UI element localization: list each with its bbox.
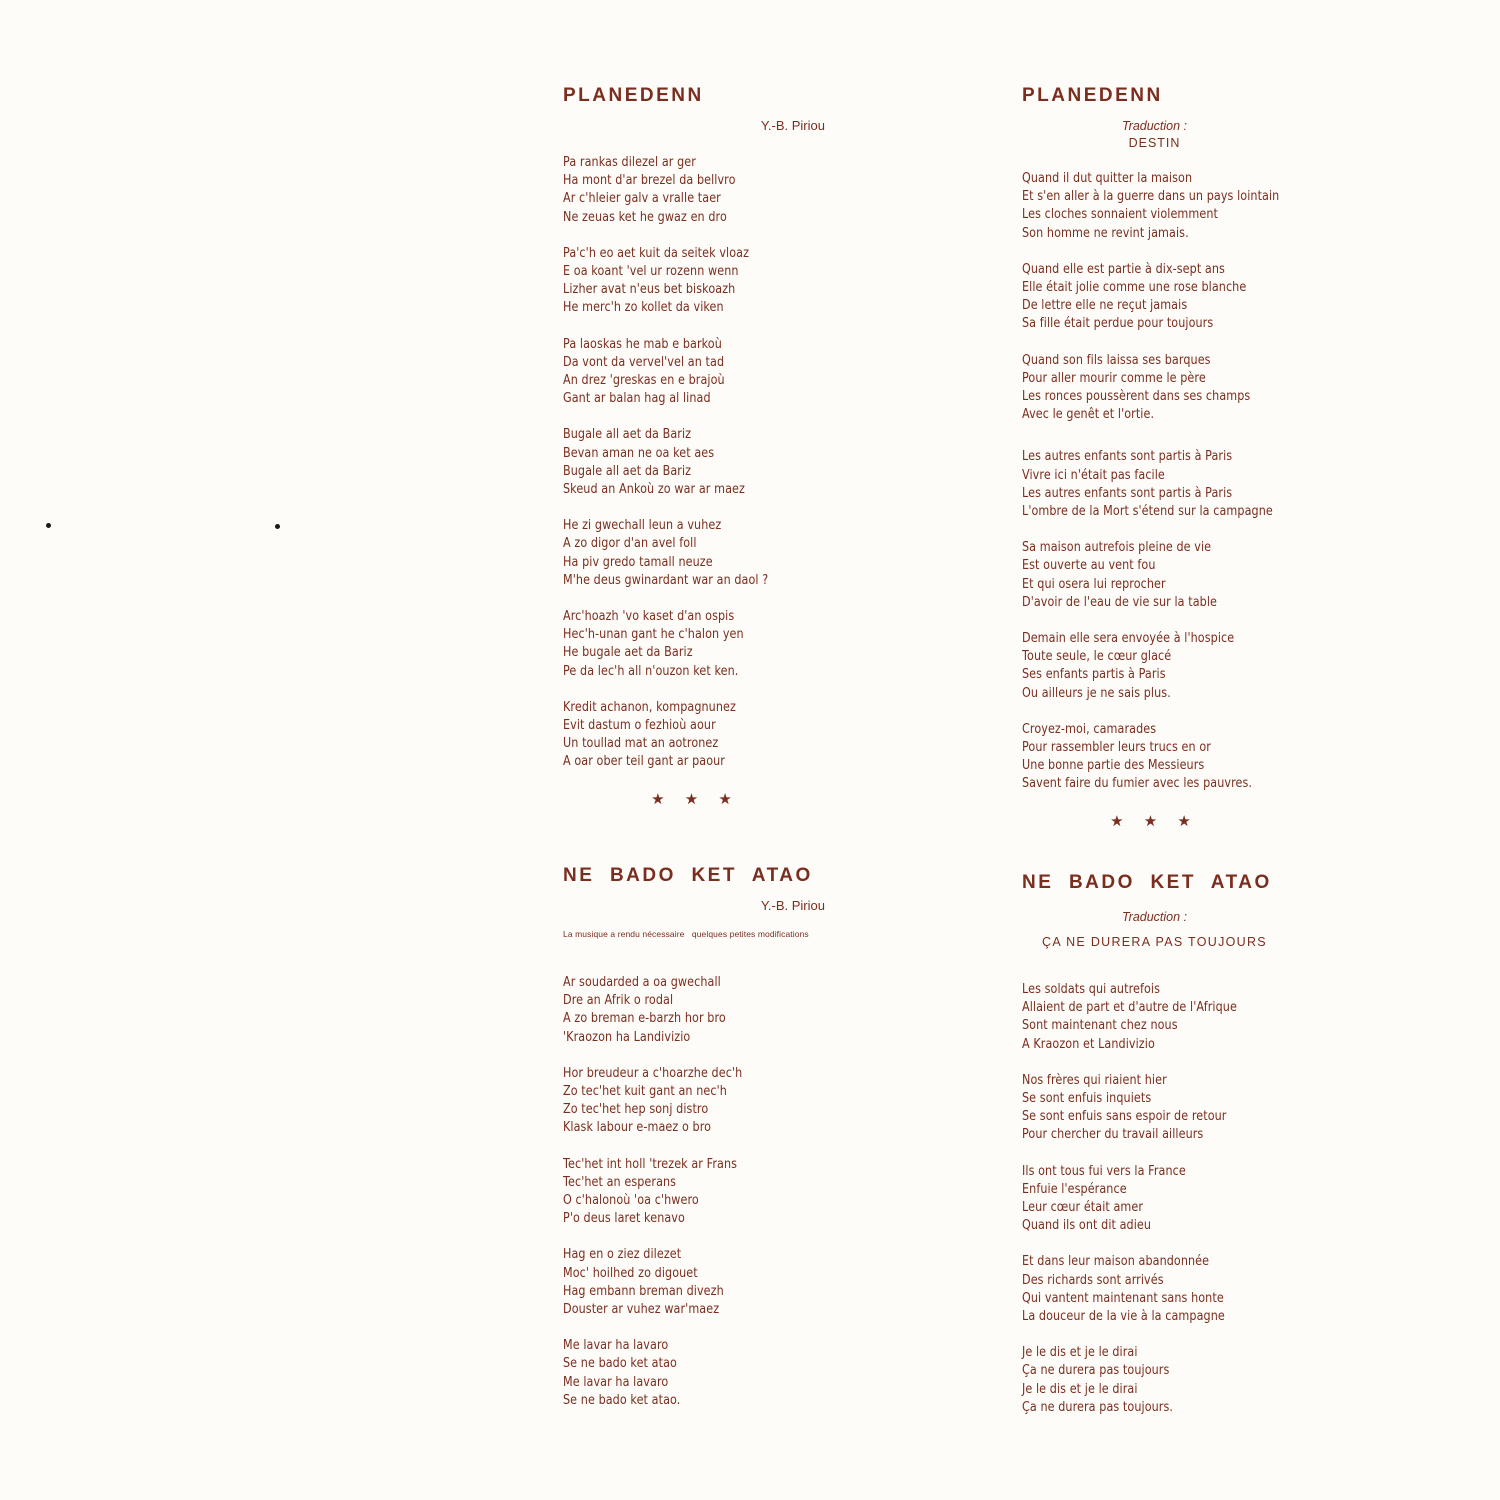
lyric-line: A oar ober teil gant ar paour	[563, 754, 725, 770]
lyrics	[563, 154, 983, 772]
lyric-line: Ne zeuas ket he gwaz en dro	[563, 209, 727, 225]
lyric-line: Hor breudeur a c'hoarzhe dec'h	[563, 1065, 743, 1081]
lyric-line: He zi gwechall leun a vuhez	[563, 518, 722, 534]
lyric-line: Et qui osera lui reprocher	[1022, 576, 1166, 592]
stanza	[1022, 1163, 1442, 1236]
translation-heading	[1022, 909, 1287, 951]
stanza	[563, 336, 983, 409]
lyric-line: M'he deus gwinardant war an daol ?	[563, 572, 769, 588]
lyric-line: Se ne bado ket atao	[563, 1356, 677, 1372]
stanza	[563, 1337, 983, 1410]
lyric-line: Tec'het int holl 'trezek ar Frans	[563, 1156, 738, 1172]
stanza	[1022, 448, 1442, 521]
lyric-line: Pa laoskas he mab e barkoù	[563, 336, 722, 352]
lyric-line: Ou ailleurs je ne sais plus.	[1022, 685, 1171, 701]
scan-speck	[275, 524, 280, 529]
lyric-line: Dre an Afrik o rodal	[563, 993, 674, 1009]
lyric-line: Ça ne durera pas toujours.	[1022, 1399, 1174, 1415]
lyric-line: Quand ils ont dit adieu	[1022, 1218, 1152, 1234]
stanza	[563, 974, 983, 1047]
song-title: PLANEDENN	[563, 85, 704, 106]
stanza	[563, 1156, 983, 1229]
stanza	[563, 1065, 983, 1138]
lyric-line: Leur cœur était amer	[1022, 1200, 1144, 1216]
lyric-line: Pour rassembler leurs trucs en or	[1022, 740, 1211, 756]
stanza	[1022, 721, 1442, 794]
song-title: NE BADO KET ATAO	[1022, 872, 1272, 893]
lyrics	[563, 974, 983, 1410]
stanza	[563, 426, 983, 499]
lyric-line: Me lavar ha lavaro	[563, 1338, 669, 1354]
lyric-line: Quand elle est partie à dix-sept ans	[1022, 261, 1225, 277]
stanza	[1022, 1253, 1442, 1326]
lyric-line: Une bonne partie des Messieurs	[1022, 758, 1205, 774]
scan-speck	[46, 523, 51, 528]
stanza	[1022, 630, 1442, 703]
lyric-line: Vivre ici n'était pas facile	[1022, 467, 1165, 483]
planedenn-french-section	[1022, 84, 1442, 830]
lyric-line: E oa koant 'vel ur rozenn wenn	[563, 264, 739, 280]
lyric-line: Ar soudarded a oa gwechall	[563, 975, 721, 990]
lyric-line: Les autres enfants sont partis à Paris	[1022, 485, 1233, 501]
stanza	[1022, 170, 1442, 243]
translation-title: ÇA NE DURERA PAS TOUJOURS	[1042, 935, 1267, 949]
lyric-line: Se ne bado ket atao.	[563, 1392, 681, 1408]
lyric-line: Pa rankas dilezel ar ger	[563, 155, 696, 170]
lyric-line: Douster ar vuhez war'maez	[563, 1302, 720, 1318]
lyric-line: Elle était jolie comme une rose blanche	[1022, 280, 1247, 296]
ne-bado-ket-atao-breton-section	[563, 864, 983, 1428]
stanza	[1022, 352, 1442, 425]
lyric-line: Avec le genêt et l'ortie.	[1022, 407, 1155, 423]
lyric-line: Me lavar ha lavaro	[563, 1374, 669, 1390]
lyric-line: Ses enfants partis à Paris	[1022, 667, 1166, 683]
lyric-line: Son homme ne revint jamais.	[1022, 225, 1189, 241]
lyric-line: Des richards sont arrivés	[1022, 1272, 1164, 1288]
lyric-line: Nos frères qui riaient hier	[1022, 1072, 1167, 1088]
lyric-line: Les ronces poussèrent dans ses champs	[1022, 389, 1251, 405]
lyric-line: Moc' hoilhed zo digouet	[563, 1265, 698, 1281]
lyric-line: Enfuie l'espérance	[1022, 1181, 1127, 1197]
lyric-line: Les cloches sonnaient violemment	[1022, 207, 1218, 223]
lyric-line: Se sont enfuis inquiets	[1022, 1091, 1152, 1107]
lyric-line: O c'halonoù 'oa c'hwero	[563, 1193, 699, 1209]
lyric-line: Tec'het an esperans	[563, 1174, 677, 1190]
lyric-line: Et s'en aller à la guerre dans un pays lointain	[1022, 189, 1280, 205]
lyric-line: A zo breman e-barzh hor bro	[563, 1011, 726, 1027]
lyric-line: Ha mont d'ar brezel da bellvro	[563, 173, 736, 189]
song-author: Y.-B. Piriou	[760, 898, 825, 913]
lyric-line: Pour chercher du travail ailleurs	[1022, 1127, 1204, 1143]
planedenn-breton-section	[563, 84, 983, 808]
ne-bado-ket-atao-french-section	[1022, 871, 1442, 1435]
lyric-line: Zo tec'het kuit gant an nec'h	[563, 1084, 727, 1100]
lyric-line: La douceur de la vie à la campagne	[1022, 1309, 1225, 1325]
lyric-line: A Kraozon et Landivizio	[1022, 1036, 1155, 1052]
lyric-line: Quand il dut quitter la maison	[1022, 171, 1193, 186]
lyric-line: A zo digor d'an avel foll	[563, 536, 697, 552]
stanza	[563, 245, 983, 318]
lyric-line: Un toullad mat an aotronez	[563, 736, 719, 752]
lyrics	[1022, 981, 1442, 1417]
lyric-line: Sa maison autrefois pleine de vie	[1022, 540, 1212, 556]
lyric-line: Ha piv gredo tamall neuze	[563, 554, 713, 570]
stanza	[1022, 261, 1442, 334]
lyric-line: L'ombre de la Mort s'étend sur la campagne	[1022, 504, 1273, 520]
lyric-line: Kredit achanon, kompagnunez	[563, 699, 736, 715]
lyric-line: Qui vantent maintenant sans honte	[1022, 1290, 1224, 1306]
lyric-line: Zo tec'het hep sonj distro	[563, 1102, 709, 1118]
lyric-line: Evit dastum o fezhioù aour	[563, 718, 716, 734]
stanza	[1022, 539, 1442, 612]
lyric-line: Hag embann breman divezh	[563, 1283, 724, 1299]
lyric-line: Bugale all aet da Bariz	[563, 463, 692, 479]
translation-label: Traduction :	[1121, 119, 1188, 133]
stanza	[563, 1246, 983, 1319]
lyric-line: He merc'h zo kollet da viken	[563, 300, 724, 316]
star-separator: ★ ★ ★	[1110, 812, 1199, 830]
stanza	[563, 699, 983, 772]
stanza	[1022, 1344, 1442, 1417]
lyric-line: Bevan aman ne oa ket aes	[563, 445, 715, 461]
lyric-line: Pour aller mourir comme le père	[1022, 370, 1206, 386]
lyric-line: Toute seule, le cœur glacé	[1022, 649, 1172, 665]
lyric-line: Ils ont tous fui vers la France	[1022, 1163, 1186, 1179]
lyric-line: Allaient de part et d'autre de l'Afrique	[1022, 1000, 1237, 1016]
lyric-line: Ça ne durera pas toujours	[1022, 1363, 1170, 1379]
star-separator: ★ ★ ★	[651, 790, 740, 808]
translation-heading	[1022, 118, 1287, 152]
arrangement-note: La musique a rendu nécessaire quelques petites modifications	[563, 929, 809, 939]
lyric-line: Skeud an Ankoù zo war ar maez	[563, 482, 745, 498]
lyric-line: Sa fille était perdue pour toujours	[1022, 316, 1214, 332]
lyric-line: Hec'h-unan gant he c'halon yen	[563, 627, 744, 643]
lyric-line: Et dans leur maison abandonnée	[1022, 1254, 1210, 1270]
lyric-line: Je le dis et je le dirai	[1022, 1345, 1138, 1361]
stanza	[563, 608, 983, 681]
lyric-line: Gant ar balan hag al linad	[563, 391, 711, 407]
lyric-line: Quand son fils laissa ses barques	[1022, 352, 1211, 368]
lyric-line: Pe da lec'h all n'ouzon ket ken.	[563, 663, 739, 679]
lyric-line: D'avoir de l'eau de vie sur la table	[1022, 594, 1217, 610]
song-author: Y.-B. Piriou	[760, 118, 825, 133]
lyric-line: He bugale aet da Bariz	[563, 645, 693, 661]
lyric-line: Da vont da vervel'vel an tad	[563, 354, 725, 370]
lyric-line: Arc'hoazh 'vo kaset d'an ospis	[563, 609, 735, 625]
lyric-line: Lizher avat n'eus bet biskoazh	[563, 282, 736, 298]
song-title: PLANEDENN	[1022, 85, 1163, 106]
lyric-line: Est ouverte au vent fou	[1022, 558, 1156, 574]
lyric-line: P'o deus laret kenavo	[563, 1211, 685, 1227]
stanza	[1022, 1072, 1442, 1145]
lyric-line: Je le dis et je le dirai	[1022, 1381, 1138, 1397]
lyric-line: Les autres enfants sont partis à Paris	[1022, 449, 1233, 465]
song-title: NE BADO KET ATAO	[563, 865, 813, 886]
lyrics	[1022, 170, 1442, 794]
lyric-line: Croyez-moi, camarades	[1022, 721, 1157, 737]
lyric-line: Pa'c'h eo aet kuit da seitek vloaz	[563, 245, 750, 261]
lyric-line: An drez 'greskas en e brajoù	[563, 373, 725, 389]
lyric-line: Klask labour e-maez o bro	[563, 1120, 712, 1136]
lyric-line: Demain elle sera envoyée à l'hospice	[1022, 631, 1235, 647]
lyric-line: 'Kraozon ha Landivizio	[563, 1029, 691, 1045]
translation-title: DESTIN	[1128, 136, 1181, 150]
lyric-line: Savent faire du fumier avec les pauvres.	[1022, 776, 1253, 792]
stanza	[563, 517, 983, 590]
stanza	[1022, 981, 1442, 1054]
lyric-line: De lettre elle ne reçut jamais	[1022, 298, 1188, 314]
lyric-line: Hag en o ziez dilezet	[563, 1247, 682, 1263]
lyric-line: Ar c'hleier galv a vralle taer	[563, 191, 721, 207]
lyric-line: Les soldats qui autrefois	[1022, 982, 1161, 997]
lyric-line: Sont maintenant chez nous	[1022, 1018, 1178, 1034]
lyric-line: Se sont enfuis sans espoir de retour	[1022, 1109, 1227, 1125]
translation-label: Traduction :	[1121, 910, 1188, 924]
lyric-line: Bugale all aet da Bariz	[563, 427, 692, 443]
stanza	[563, 154, 983, 227]
